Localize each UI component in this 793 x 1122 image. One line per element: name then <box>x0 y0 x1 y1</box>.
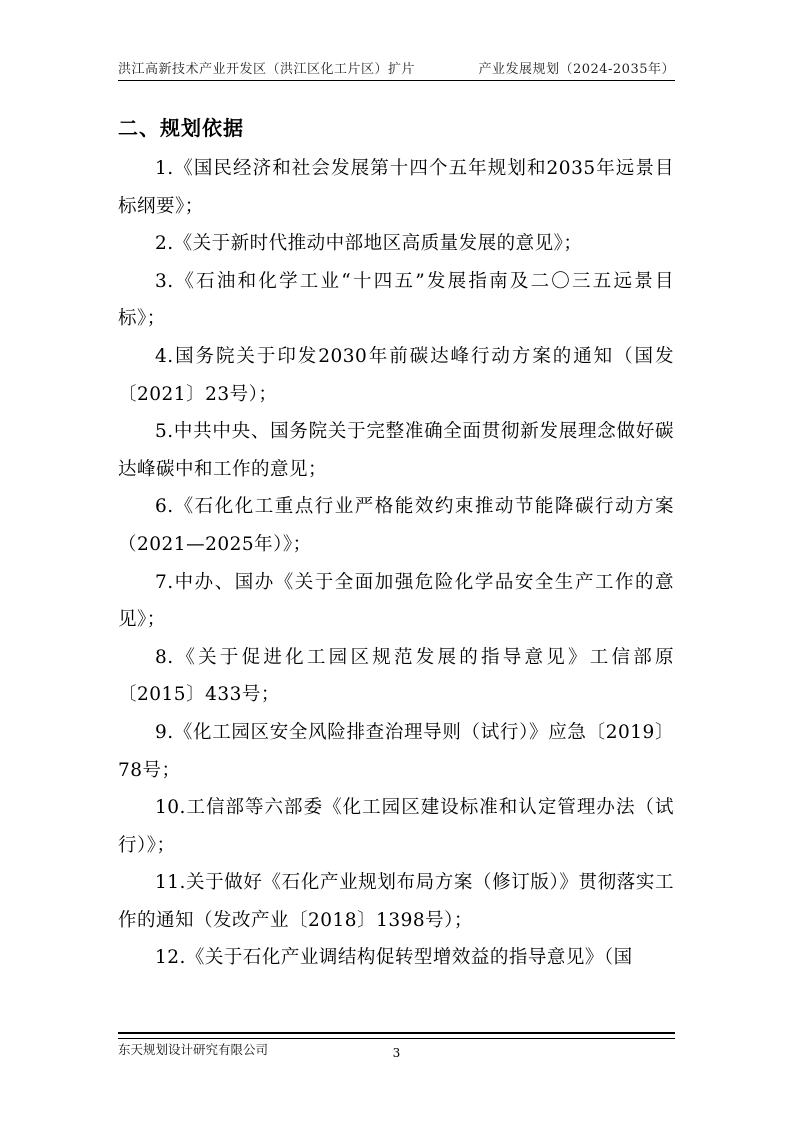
basis-item-2: 2.《关于新时代推动中部地区高质量发展的意见》； <box>155 233 583 255</box>
section-title: 二、规划依据 <box>118 116 244 140</box>
page-number: 3 <box>392 1046 401 1060</box>
basis-item-11: 11.关于做好《石化产业规划布局方案（修订版）》贯彻落实工作的通知（发改产业〔2018〕1398号）； <box>118 872 674 931</box>
basis-item-9: 9.《化工园区安全风险排查治理导则（试行）》应急〔2019〕78号； <box>118 721 674 781</box>
basis-item-1: 1.《国民经济和社会发展第十四个五年规划和2035年远景目标纲要》； <box>118 158 674 217</box>
basis-item-8: 8.《关于促进化工园区规范发展的指导意见》工信部原〔2015〕433号； <box>118 646 674 706</box>
basis-item-4: 4.国务院关于印发2030年前碳达峰行动方案的通知（国发〔2021〕23号）； <box>118 345 674 405</box>
basis-list <box>118 150 674 977</box>
footer-company-name: 东天规划设计研究有限公司 <box>118 1042 269 1057</box>
header-plan-period: 产业发展规划（2024-2035年） <box>478 62 675 77</box>
basis-item-10: 10.工信部等六部委《化工园区建设标准和认定管理办法（试行）》； <box>118 797 674 856</box>
header-document-title: 洪江高新技术产业开发区（洪江区化工片区）扩片 <box>118 62 416 77</box>
basis-item-3: 3.《石油和化学工业“十四五”发展指南及二〇三五远景目标》； <box>118 270 674 330</box>
basis-item-12: 12.《关于石化产业调结构促转型增效益的指导意见》（国 <box>155 947 633 969</box>
basis-item-7: 7.中办、国办《关于全面加强危险化学品安全生产工作的意见》； <box>118 571 674 631</box>
footer-rule <box>118 1032 675 1039</box>
page-header <box>118 52 675 81</box>
basis-item-5: 5.中共中央、国务院关于完整准确全面贯彻新发展理念做好碳达峰碳中和工作的意见； <box>118 421 674 480</box>
basis-item-6: 6.《石化化工重点行业严格能效约束推动节能降碳行动方案（2021—2025年）》； <box>118 496 674 555</box>
